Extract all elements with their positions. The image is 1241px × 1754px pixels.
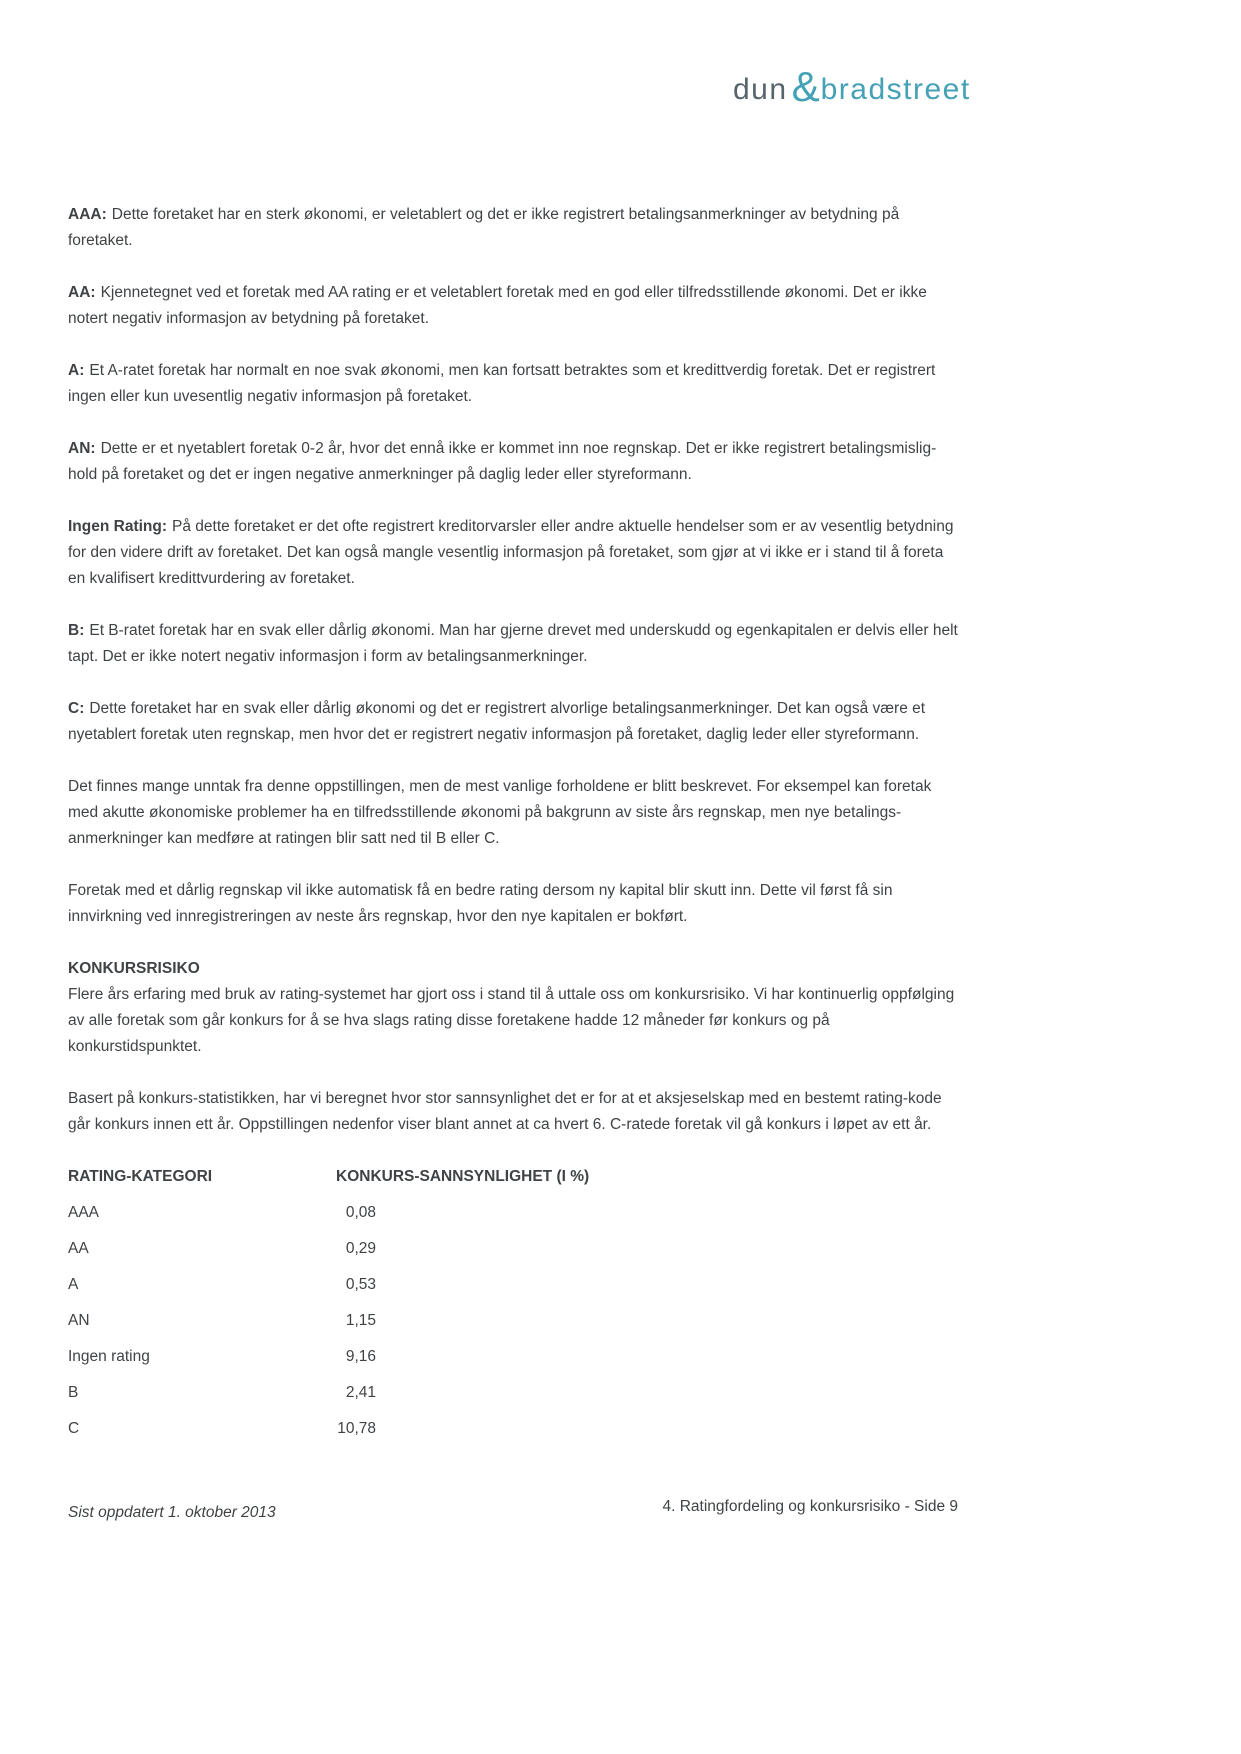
ampersand-icon: & bbox=[791, 63, 820, 110]
paragraph-aa bbox=[68, 280, 958, 332]
table-row bbox=[68, 1236, 958, 1272]
cell-value: 0,29 bbox=[345, 1240, 376, 1257]
paragraph-text: Et A-ratet foretak har normalt en noe svak økonomi, men kan fortsatt betraktes som et kredittverdig foretak. Det er registrert ingen eller kun uvesentlig negativ informasjon på foretaket. bbox=[68, 362, 936, 405]
cell-value: 9,16 bbox=[345, 1348, 376, 1365]
paragraph-text: På dette foretaket er det ofte registrert kreditorvarsler eller andre aktuelle hendelser som er av vesentlig betydning for den videre drift av foretaket. Det kan også mangle vesentlig informasjon på foretaket, som gjør at vi ikke er i stand til å foreta en kvalifisert kredittvurdering av foretaket. bbox=[68, 518, 954, 587]
paragraph-konkursrisiko-2: Basert på konkurs-statistikken, har vi beregnet hvor stor sannsynlighet det er for at et aksjeselskap med en bestemt rating-kode går konkurs innen ett år. Oppstillingen nedenfor viser blant annet at ca hvert 6. C-ratede foretak vil gå konkurs i løpet av ett år. bbox=[68, 1090, 942, 1133]
paragraph-a bbox=[68, 358, 958, 410]
rating-probability-table bbox=[68, 1164, 958, 1452]
rating-label-aa: AA: bbox=[68, 284, 96, 301]
rating-label-ingen-rating: Ingen Rating: bbox=[68, 518, 168, 535]
paragraph-text: Et B-ratet foretak har en svak eller dårlig økonomi. Man har gjerne drevet med underskudd og egenkapitalen er delvis eller helt tapt. Det er ikke notert negativ informasjon i form av betalingsanmerkninger. bbox=[68, 622, 958, 665]
paragraph-ingen-rating bbox=[68, 514, 958, 592]
paragraph-c bbox=[68, 696, 958, 748]
last-updated-note: Sist oppdatert 1. oktober 2013 bbox=[68, 1504, 276, 1521]
paragraph-text: Dette foretaket har en sterk økonomi, er veletablert og det er ikke registrert betalingsanmerkninger av betydning på foretaket. bbox=[68, 206, 900, 249]
rating-label-aaa: AAA: bbox=[68, 206, 107, 223]
table-row bbox=[68, 1308, 958, 1344]
paragraph-text: Det finnes mange unntak fra denne oppstillingen, men de mest vanlige forholdene er blitt beskrevet. For eksempel kan foretak med akutte økonomiske problemer ha en tilfredsstillende økonomi på bakgrunn av siste års regnskap, men nye betalings- anmerkninger kan medføre at ratingen blir satt ned til B eller C. bbox=[68, 778, 932, 847]
table-row bbox=[68, 1200, 958, 1236]
document-body bbox=[68, 202, 958, 1526]
table-row bbox=[68, 1380, 958, 1416]
paragraph-aaa bbox=[68, 202, 958, 254]
rating-label-b: B: bbox=[68, 622, 85, 639]
column-header-konkurs-sannsynlighet: KONKURS-SANNSYNLIGHET (I %) bbox=[336, 1168, 590, 1185]
dun-and-bradstreet-logo bbox=[733, 63, 971, 110]
cell-category: Ingen rating bbox=[68, 1348, 150, 1365]
table-row bbox=[68, 1344, 958, 1380]
cell-category: AN bbox=[68, 1312, 90, 1329]
cell-value: 10,78 bbox=[337, 1420, 376, 1437]
cell-value: 0,53 bbox=[345, 1276, 376, 1293]
column-header-rating-kategori: RATING-KATEGORI bbox=[68, 1168, 213, 1185]
cell-value: 2,41 bbox=[345, 1384, 376, 1401]
cell-value: 0,08 bbox=[345, 1204, 376, 1221]
logo-text-dun: dun bbox=[733, 73, 788, 106]
paragraph-text: Dette foretaket har en svak eller dårlig økonomi og det er registrert alvorlige betalingsanmerkninger. Det kan også være et nyetablert foretak uten regnskap, men hvor det er registrert negativ informasjon på foretaket, daglig leder eller styreformann. bbox=[68, 700, 926, 743]
table-row bbox=[68, 1272, 958, 1308]
paragraph-an bbox=[68, 436, 958, 488]
paragraph-text: Foretak med et dårlig regnskap vil ikke automatisk få en bedre rating dersom ny kapital blir skutt inn. Dette vil først få sin innvirkning ved innregistreringen av neste års regnskap, hvor den nye kapitalen er bokført. bbox=[68, 882, 893, 925]
table-row bbox=[68, 1416, 958, 1452]
table-header-row bbox=[68, 1164, 958, 1200]
paragraph-exceptions bbox=[68, 774, 958, 852]
page-footer: 4. Ratingfordeling og konkursrisiko - Side 9 bbox=[662, 1498, 958, 1515]
paragraph-text: Dette er et nyetablert foretak 0-2 år, hvor det ennå ikke er kommet inn noe regnskap. Det er ikke registrert betalingsmislig- hold på foretaket og det er ingen negative anmerkninger på daglig leder eller styreformann. bbox=[68, 440, 937, 483]
rating-label-a: A: bbox=[68, 362, 85, 379]
rating-label-an: AN: bbox=[68, 440, 96, 457]
paragraph-b bbox=[68, 618, 958, 670]
logo-text-bradstreet: bradstreet bbox=[820, 73, 971, 106]
paragraph-konkursrisiko-1: Flere års erfaring med bruk av rating-systemet har gjort oss i stand til å uttale oss om konkursrisiko. Vi har kontinuerlig oppfølging av alle foretak som går konkurs for å se hva slags rating disse foretakene hadde 12 måneder før konkurs og på konkurstidspunktet. bbox=[68, 986, 955, 1055]
cell-category: B bbox=[68, 1384, 79, 1401]
paragraph-text: Kjennetegnet ved et foretak med AA rating er et veletablert foretak med en god eller tilfredsstillende økonomi. Det er ikke notert negativ informasjon av betydning på foretaket. bbox=[68, 284, 927, 327]
cell-category: AA bbox=[68, 1240, 89, 1257]
rating-label-c: C: bbox=[68, 700, 85, 717]
heading-konkursrisiko: KONKURSRISIKO bbox=[68, 960, 200, 977]
cell-category: AAA bbox=[68, 1204, 100, 1221]
cell-value: 1,15 bbox=[345, 1312, 376, 1329]
cell-category: A bbox=[68, 1276, 79, 1293]
cell-category: C bbox=[68, 1420, 80, 1437]
paragraph-new-capital bbox=[68, 878, 958, 930]
